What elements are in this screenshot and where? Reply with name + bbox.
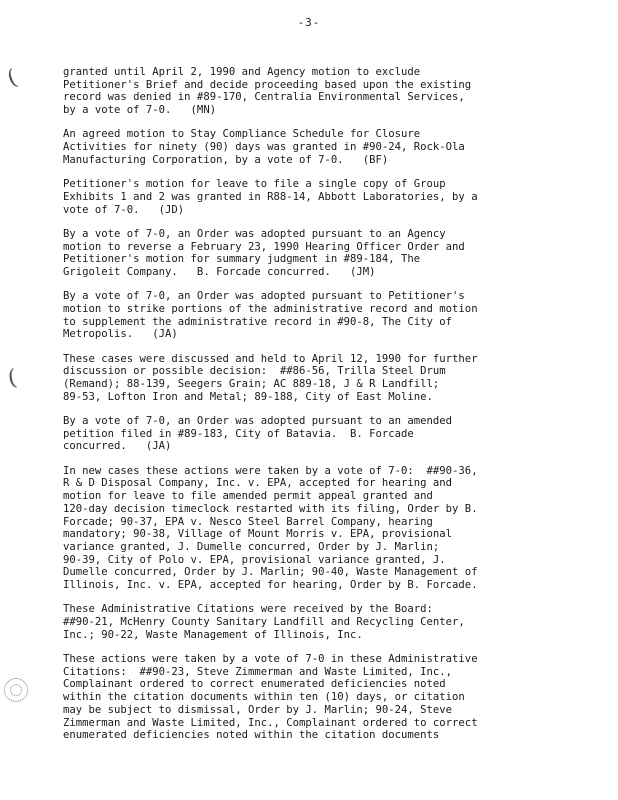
text-line: Inc.; 90-22, Waste Management of Illinois, Inc. — [63, 628, 363, 641]
text-line: Illinois, Inc. v. EPA, accepted for hearing, Order by B. Forcade. — [63, 579, 478, 592]
text-line: granted until April 2, 1990 and Agency motion to exclude — [63, 66, 421, 78]
paragraph — [63, 128, 543, 166]
text-line: 89-53, Lofton Iron and Metal; 89-188, City of East Moline. — [63, 390, 433, 403]
text-line: Petitioner's motion for summary judgment in #89-184, The — [63, 253, 421, 266]
text-line: to supplement the administrative record in #90-8, The City of — [63, 315, 453, 328]
paragraph — [63, 415, 543, 453]
text-line: mandatory; 90-38, Village of Mount Morris v. EPA, provisional — [63, 528, 453, 541]
page-number: -3- — [297, 16, 321, 29]
text-line: Complainant ordered to correct enumerated deficiencies noted — [63, 678, 446, 691]
text-line: By a vote of 7-0, an Order was adopted pursuant to an Agency — [63, 227, 446, 240]
text-line: In new cases these actions were taken by a vote of 7-0: ##90-36, — [63, 464, 478, 477]
text-line: 90-39, City of Polo v. EPA, provisional variance granted, J. — [63, 553, 446, 566]
text-line: By a vote of 7-0, an Order was adopted pursuant to Petitioner's — [63, 290, 465, 303]
text-line: Metropolis. (JA) — [63, 328, 178, 341]
text-line: petition filed in #89-183, City of Batavia. B. Forcade — [63, 427, 414, 440]
paragraph — [63, 178, 543, 216]
text-line: Manufacturing Corporation, by a vote of 7-0. (BF) — [63, 153, 389, 166]
paragraph — [63, 353, 543, 404]
text-line: may be subject to dismissal, Order by J. Marlin; 90-24, Steve — [63, 703, 453, 716]
text-line: 120-day decision timeclock restarted with its filing, Order by B. — [63, 502, 478, 515]
text-line: motion for leave to file amended permit appeal granted and — [63, 490, 433, 503]
text-line: Grigoleit Company. B. Forcade concurred. (JM) — [63, 265, 376, 278]
text-line: (Remand); 88-139, Seegers Grain; AC 889-18, J & R Landfill; — [63, 378, 440, 391]
text-line: within the citation documents within ten (10) days, or citation — [63, 691, 465, 704]
margin-mark-icon: ( — [5, 365, 19, 392]
text-line: By a vote of 7-0, an Order was adopted pursuant to an amended — [63, 415, 453, 428]
paragraph — [63, 603, 543, 641]
text-line: variance granted, J. Dumelle concurred, Order by J. Marlin; — [63, 540, 440, 553]
text-line: motion to strike portions of the administrative record and motion — [63, 302, 478, 315]
margin-mark-icon: ( — [3, 65, 21, 92]
text-line: These Administrative Citations were received by the Board: — [63, 603, 433, 616]
text-line: Forcade; 90-37, EPA v. Nesco Steel Barrel Company, hearing — [63, 515, 433, 528]
text-line: enumerated deficiencies noted within the citation documents — [63, 729, 440, 742]
text-line: Dumelle concurred, Order by J. Marlin; 90-40, Waste Management of — [63, 566, 478, 579]
text-line: An agreed motion to Stay Compliance Schedule for Closure — [63, 128, 421, 141]
text-line: R & D Disposal Company, Inc. v. EPA, accepted for hearing and — [63, 477, 453, 490]
paragraph — [63, 66, 543, 117]
text-line: Petitioner's Brief and decide proceeding based upon the existing — [63, 78, 472, 91]
margin-stamp-icon — [4, 678, 28, 702]
text-line: Petitioner's motion for leave to file a single copy of Group — [63, 178, 446, 191]
text-line: Activities for ninety (90) days was granted in #90-24, Rock-Ola — [63, 141, 465, 154]
text-line: discussion or possible decision: ##86-56, Trilla Steel Drum — [63, 365, 446, 378]
minutes-body — [63, 66, 543, 754]
paragraph — [63, 465, 543, 592]
paragraph — [63, 228, 543, 279]
text-line: ##90-21, McHenry County Sanitary Landfill and Recycling Center, — [63, 616, 465, 629]
paragraph — [63, 653, 543, 742]
text-line: Citations: ##90-23, Steve Zimmerman and Waste Limited, Inc., — [63, 665, 453, 678]
text-line: concurred. (JA) — [63, 440, 172, 453]
text-line: Exhibits 1 and 2 was granted in R88-14, Abbott Laboratories, by a — [63, 190, 478, 203]
text-line: motion to reverse a February 23, 1990 Hearing Officer Order and — [63, 240, 465, 253]
text-line: These actions were taken by a vote of 7-0 in these Administrative — [63, 653, 478, 666]
text-line: by a vote of 7-0. (MN) — [63, 104, 217, 117]
paragraph — [63, 290, 543, 341]
text-line: vote of 7-0. (JD) — [63, 203, 185, 216]
text-line: Zimmerman and Waste Limited, Inc., Complainant ordered to correct — [63, 716, 478, 729]
text-line: record was denied in #89-170, Centralia Environmental Services, — [63, 91, 465, 104]
text-line: These cases were discussed and held to April 12, 1990 for further — [63, 352, 478, 365]
